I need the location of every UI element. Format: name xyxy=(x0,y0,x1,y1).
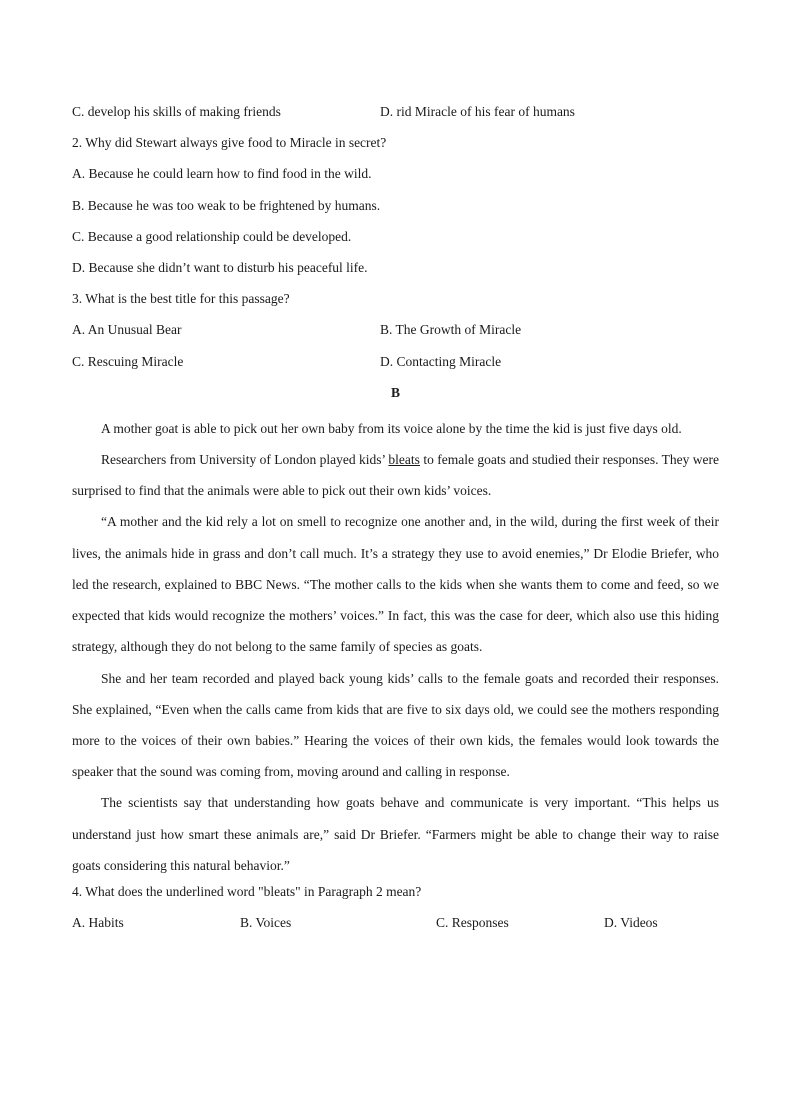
q4-question: 4. What does the underlined word "bleats" in Paragraph 2 mean? xyxy=(72,883,422,899)
section-heading: B xyxy=(390,384,400,400)
q1-options-row xyxy=(72,101,719,132)
q4-options-row xyxy=(72,912,719,943)
q3-options-row-2 xyxy=(72,351,719,382)
paragraph-3: “A mother and the kid rely a lot on smell to recognize one another and, in the wild, during the first week of their lives, the animals hide in grass and don’t call much. It’s a strategy they use to avoid enemies,” Dr Elodie Briefer, who led the research, explained to BBC News. “The mother calls to the kids when she wants them to come and feed, so we expected that kids would recognize the mothers’ voices.” In fact, this was the case for deer, which also use this hiding strategy, although they do not belong to the same family of species as goats. xyxy=(72,514,719,655)
paragraph-5: The scientists say that understanding how goats behave and communicate is very important. “This helps us understand just how smart these animals are,” said Dr Briefer. “Farmers might be able to change their way to raise goats considering this natural behavior.” xyxy=(72,795,719,873)
q4-option-a: A. Habits xyxy=(72,915,124,931)
q4-option-c: C. Responses xyxy=(436,915,509,931)
paragraph-2 xyxy=(72,444,719,506)
q2-question: 2. Why did Stewart always give food to Miracle in secret? xyxy=(72,135,387,151)
paragraph-1: A mother goat is able to pick out her own baby from its voice alone by the time the kid is just five days old. xyxy=(101,420,682,436)
underlined-word: bleats xyxy=(388,452,420,468)
q1-option-c: C. develop his skills of making friends xyxy=(72,104,281,119)
paragraph-4: She and her team recorded and played back young kids’ calls to the female goats and recorded their responses. She explained, “Even when the calls came from kids that are five to six days old, we could see the mothers responding more to the voices of their own babies.” Hearing the voices of their own kids, the females would look towards the speaker that the sound was coming from, moving around and calling in response. xyxy=(72,670,719,780)
paragraph-2-before: Researchers from University of London played kids’ xyxy=(101,452,389,468)
q3-option-d: D. Contacting Miracle xyxy=(380,353,502,369)
q3-question: 3. What is the best title for this passage? xyxy=(72,291,290,307)
q4-option-d: D. Videos xyxy=(604,915,658,931)
q1-option-d: D. rid Miracle of his fear of humans xyxy=(380,104,575,119)
q2-option-b: B. Because he was too weak to be frightened by humans. xyxy=(72,197,381,213)
q3-option-c: C. Rescuing Miracle xyxy=(72,353,184,369)
q3-option-a: A. An Unusual Bear xyxy=(72,322,182,338)
q2-option-a: A. Because he could learn how to find food in the wild. xyxy=(72,166,372,182)
q2-option-c: C. Because a good relationship could be developed. xyxy=(72,228,352,244)
q4-option-b: B. Voices xyxy=(240,915,292,931)
q3-option-b: B. The Growth of Miracle xyxy=(380,322,522,338)
paragraph-2-after: to female goats and studied their responses. They were surprised to find that the animals were able to pick out their own kids’ voices. xyxy=(72,452,719,499)
q3-options-row-1 xyxy=(72,319,719,350)
q2-option-d: D. Because she didn’t want to disturb his peaceful life. xyxy=(72,259,368,275)
document-page xyxy=(72,101,719,943)
